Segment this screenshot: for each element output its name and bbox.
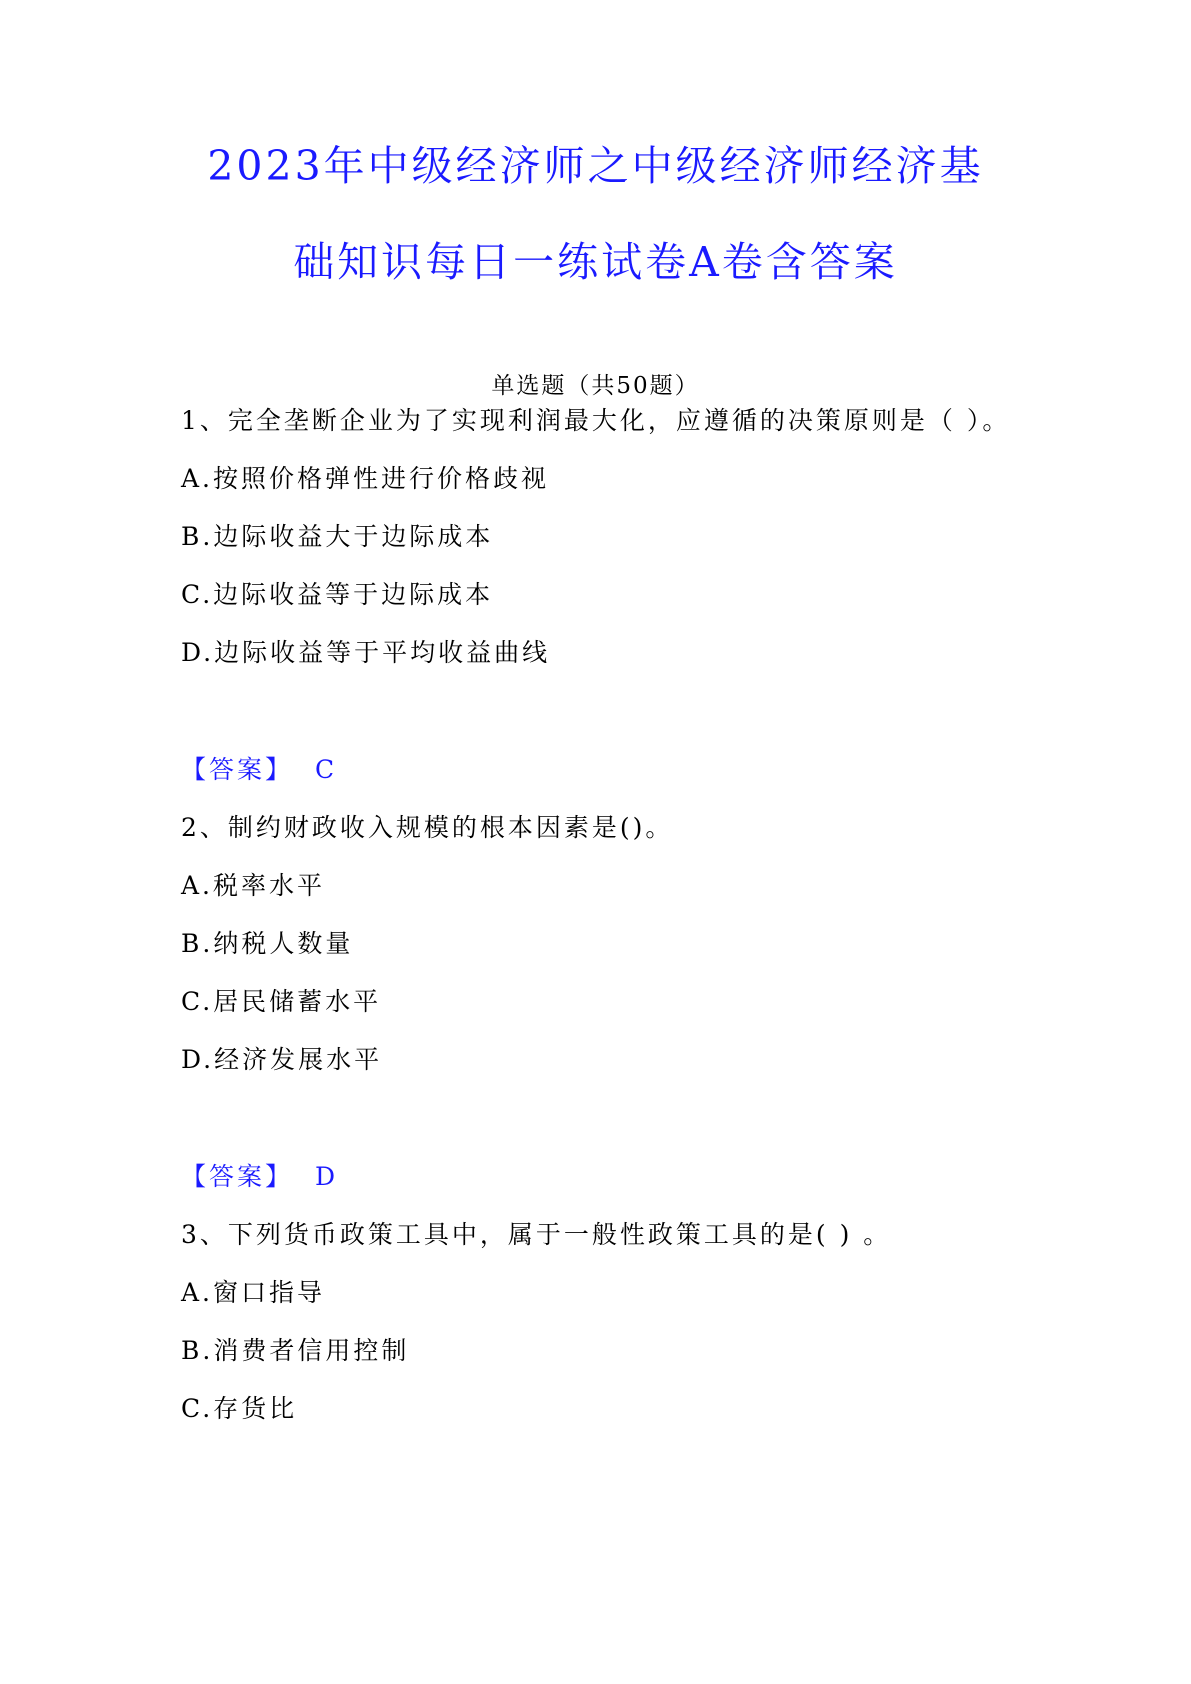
question-2-option-b: B.纳税人数量 xyxy=(181,929,354,958)
answer-label: 【答案】 xyxy=(181,1162,294,1191)
question-2-option-c: C.居民储蓄水平 xyxy=(181,987,382,1016)
question-2-answer xyxy=(181,1161,335,1193)
question-2-option-a: A.税率水平 xyxy=(181,871,326,900)
question-3-option-a: A.窗口指导 xyxy=(181,1278,326,1307)
question-3-option-b: B.消费者信用控制 xyxy=(181,1336,410,1365)
question-1-option-a: A.按照价格弹性进行价格歧视 xyxy=(181,464,550,493)
document-title-line-1: 2023年中级经济师之中级经济师经济基 xyxy=(207,142,984,190)
question-1-option-c: C.边际收益等于边际成本 xyxy=(181,580,494,609)
question-3-option-c: C.存货比 xyxy=(181,1394,298,1423)
document-title-line-2: 础知识每日一练试卷A卷含答案 xyxy=(293,238,898,286)
question-3-stem: 3、下列货币政策工具中，属于一般性政策工具的是( ) 。 xyxy=(181,1220,892,1249)
question-2-stem: 2、制约财政收入规模的根本因素是()。 xyxy=(181,813,674,842)
answer-value: C xyxy=(315,755,335,784)
question-1-option-b: B.边际收益大于边际成本 xyxy=(181,522,494,551)
question-1-option-d: D.边际收益等于平均收益曲线 xyxy=(181,638,551,667)
answer-label: 【答案】 xyxy=(181,755,294,784)
answer-value: D xyxy=(315,1162,336,1191)
question-1-answer xyxy=(181,754,334,786)
question-1-stem: 1、完全垄断企业为了实现利润最大化，应遵循的决策原则是（ ）。 xyxy=(181,406,1011,435)
question-2-option-d: D.经济发展水平 xyxy=(181,1045,383,1074)
section-heading: 单选题（共50题） xyxy=(491,373,700,399)
